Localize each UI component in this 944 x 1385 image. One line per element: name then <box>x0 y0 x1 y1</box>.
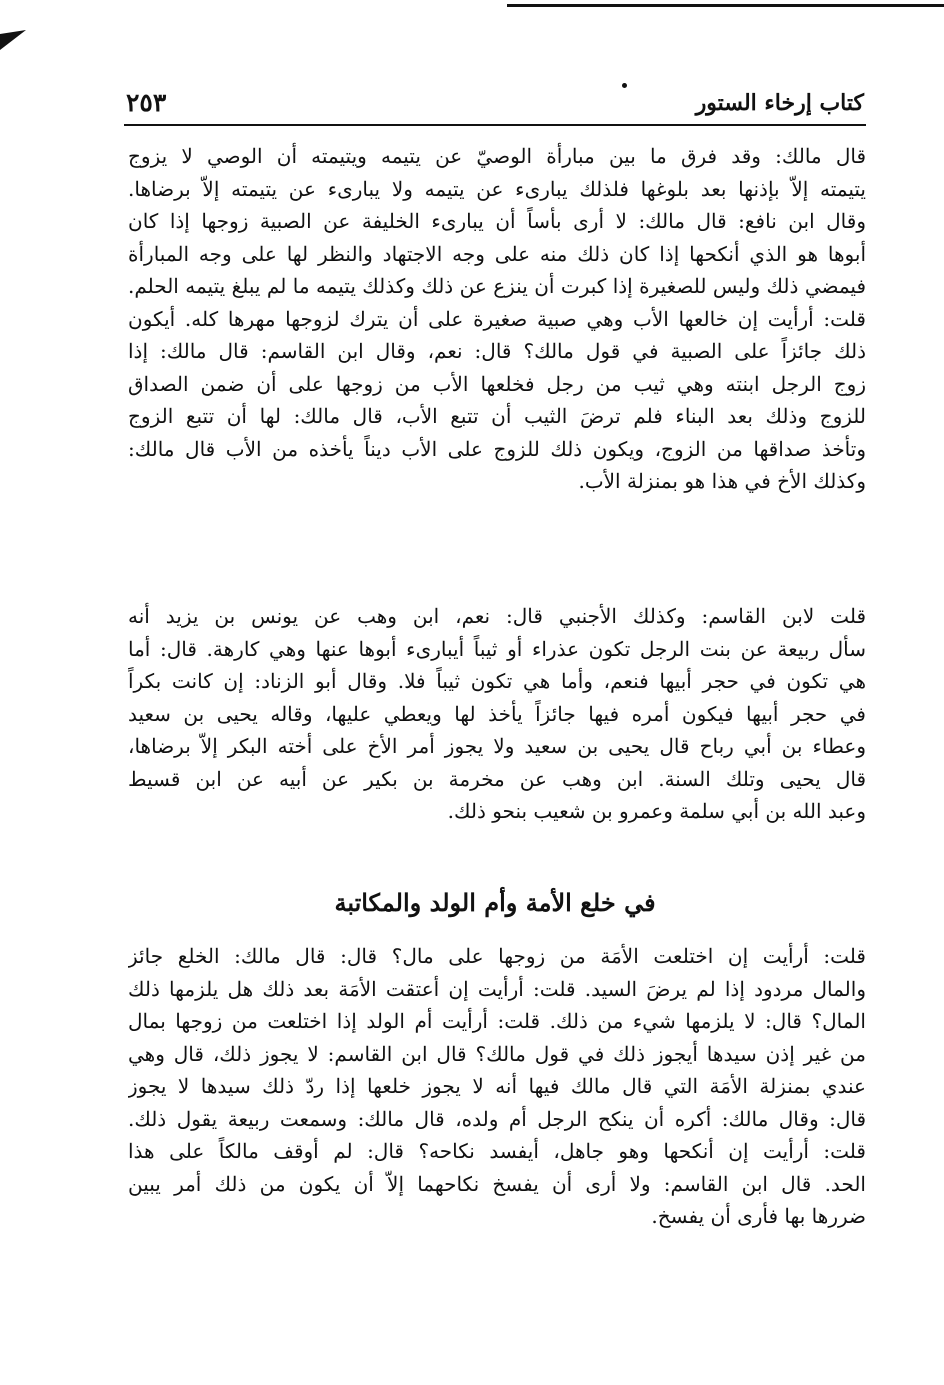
text-line: ذلك جائزاً على الصبية في قول مالك؟ قال: نعم، وقال ابن القاسم: قال مالك: إذا <box>128 339 866 363</box>
paragraph-1 <box>128 140 866 498</box>
running-title: كتاب إرخاء الستور <box>695 90 864 116</box>
text-line: قلت: أرأيت إن اختلعت الأمَة من زوجها على مال؟ قال: قال مالك: الخلع جائز <box>128 944 866 968</box>
text-line: من غير إذن سيدها أيجوز ذلك في قول مالك؟ قال ابن القاسم: لا يجوز ذلك، قال وهي <box>128 1041 866 1066</box>
text-line: ضررها بها فأرى أن يفسخ. <box>651 1204 866 1228</box>
text-line: والمال مردود إذا لم يرضَ السيد. قلت: أرأيت إن أعتقت الأمَة بعد ذلك هل يلزمها ذلك <box>128 976 866 1001</box>
text-line: قال: وقال مالك: أكره أن ينكح الرجل أم ولده، قال مالك: وسمعت ربيعة يقول ذلك. <box>128 1106 866 1131</box>
text-line: زوج الرجل ابنته وهي ثيب من رجل فخلعها الأب من زوجها على أن ضمن الصداق <box>128 371 866 396</box>
text-line: الحد. قال ابن القاسم: ولا أرى أن يفسخ نكاحهما إلاّ أن يكون من ذلك أمر يبين <box>128 1171 866 1196</box>
text-line: عندي بمنزلة الأمَة التي قال مالك فيها أنه لا يجوز خلعها إذا ردّ ذلك سيدها لا يجوز <box>128 1074 866 1098</box>
text-line: وكذلك الأخ في هذا هو بمنزلة الأب. <box>578 469 866 493</box>
scan-corner-mark <box>0 30 26 56</box>
text-line: وعطاء بن أبي رباح قال يحيى بن سعيد ولا يجوز أمر الأخ على أخته البكر إلاّ برضاها، <box>128 734 866 758</box>
page-header <box>124 88 866 126</box>
section-heading: في خلع الأمة وأم الولد والمكاتبة <box>334 888 656 917</box>
page-number: ٢٥٣ <box>126 88 167 117</box>
text-line: وقال ابن نافع: قال مالك: لا أرى بأساً أن يبارىء الخليفة عن الصبية زوجها إذا كان <box>128 209 866 233</box>
text-line: وعبد الله بن أبي سلمة وعمرو بن شعيب بنحو ذلك. <box>447 799 866 823</box>
text-line: هي تكون في حجر أبيها فنعم، وأما هي تكون ثيباً فلا. وقال أبو الزناد: إن كانت بكراً <box>128 669 866 693</box>
scan-edge-line <box>507 4 944 7</box>
text-line: يتيمته إلاّ بإذنها بعد بلوغها فلذلك يبارىء عن يتيمه ولا يبارىء عن يتيمته إلاّ برضاها. <box>128 176 866 201</box>
text-line: للزوج وذلك بعد البناء فلم ترضَ الثيب أن تتبع الأب، قال مالك: لها أن تتبع الزوج <box>128 404 866 428</box>
text-line: قلت: أرأيت إن خالعها الأب وهي صبية صغيرة على أن يترك لزوجها مهرها كله. أيكون <box>128 306 866 331</box>
text-line: المال؟ قال: لا يلزمها شيء من ذلك. قلت: أرأيت أم الولد إذا اختلعت من زوجها بمال <box>128 1009 866 1033</box>
text-line: قلت لابن القاسم: وكذلك الأجنبي قال: نعم، ابن وهب عن يونس بن يزيد أنه <box>128 604 866 628</box>
text-line: فيمضي ذلك وليس للصغيرة إذا كبرت أن ينزع عن ذلك وكذلك يتيمه ما لم يبلغ يتيمه الحلم. <box>128 274 866 298</box>
text-line: قال يحيى وتلك السنة. ابن وهب عن مخرمة بن بكير عن أبيه عن ابن قسيط <box>128 766 866 791</box>
text-line: وتأخذ صداقها من الزوج، ويكون ذلك للزوج على الأب ديناً يأخذه من الأب قال مالك: <box>128 436 866 461</box>
text-line: قال مالك: وقد فرق ما بين مبارأة الوصيّ عن يتيمه ويتيمته أن الوصي لا يزوج <box>128 144 866 168</box>
text-line: أبوها هو الذي أنكحها إذا كان ذلك منه على وجه الاجتهاد والنظر لها على وجه المبارأة <box>128 241 866 266</box>
paragraph-3 <box>128 940 866 1233</box>
text-line: سأل ربيعة عن بنت الرجل تكون عذراء أو ثيباً أيبارىء أبوها عنها وهي كارهة. قال: أما <box>128 636 866 661</box>
text-line: في حجر أبيها فيكون أمره فيها جائزاً يأخذ لها ويعطي عليها، وقاله يحيى بن سعيد <box>128 701 866 726</box>
paragraph-2 <box>128 600 866 828</box>
text-line: قلت: أرأيت إن أنكحها وهو جاهل، أيفسد نكاحه؟ قال: لم أوقف مالكاً على هذا <box>128 1139 866 1163</box>
